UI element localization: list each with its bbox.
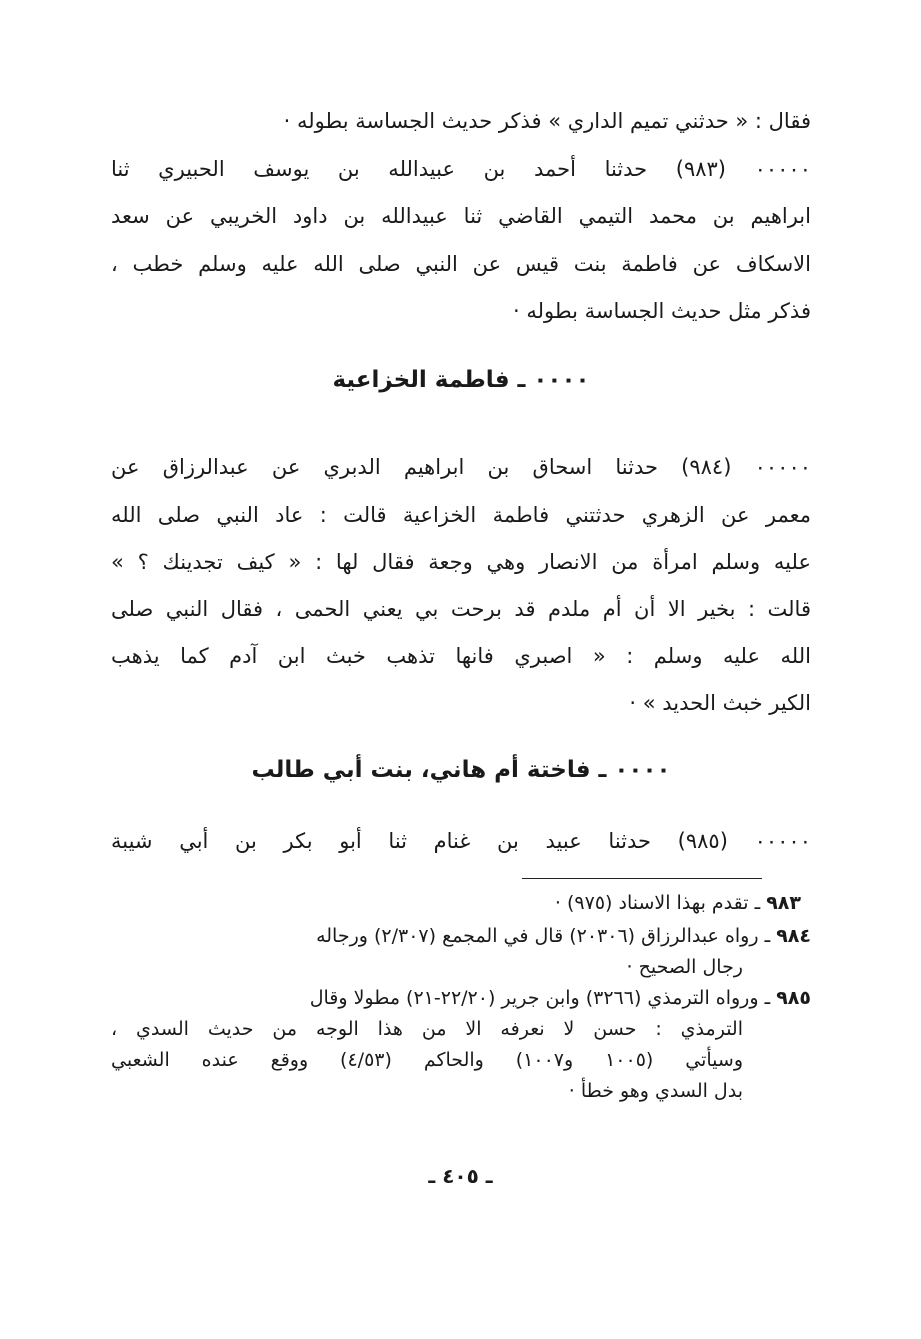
footnote-number: ٩٨٣ [766,892,801,914]
section-heading: ٠٠٠٠ ـ فاختة أم هاني، بنت أبي طالب [251,757,671,783]
footnote-number: ٩٨٥ [776,987,811,1009]
text-line: عليه وسلم امرأة من الانصار وهي وجعة فقال لها : « كيف تجدينك ؟ » [111,550,811,574]
text-line: فذكر مثل حديث الجساسة بطوله · [512,299,811,323]
text-line: الكير خبث الحديد » · [629,691,811,715]
text-line: ٠٠٠٠٠ (٩٨٥) حدثنا عبيد بن غنام ثنا أبو بكر بن أبي شيبة [111,829,811,853]
footnote-separator [522,878,762,879]
footnote [111,985,811,1012]
text-line: الاسكاف عن فاطمة بنت قيس عن النبي صلى الله عليه وسلم خطب ، [111,252,811,276]
footnote [111,890,801,917]
footnote-dash: ـ [754,892,761,914]
text-line: معمر عن الزهري حدثتني فاطمة الخزاعية قالت : عاد النبي صلى الله [111,503,811,527]
footnote-text: ورواه الترمذي (٣٢٦٦) وابن جرير (٢٢/٢٠-٢١) مطولا وقال [309,987,759,1009]
footnote-continuation: الترمذي : حسن لا نعرفه الا من هذا الوجه من حديث السدي ، [111,1018,743,1040]
footnote-text: رواه عبدالرزاق (٢٠٣٠٦) قال في المجمع (٢/٣٠٧) ورجاله [316,925,759,947]
section-heading: ٠٠٠٠ ـ فاطمة الخزاعية [332,367,590,393]
footnote-continuation: بدل السدي وهو خطأ · [568,1080,743,1102]
footnote-continuation: وسيأتي (١٠٠٥ و١٠٠٧) والحاكم (٤/٥٣) ووقع عنده الشعبي [111,1049,743,1071]
text-line: ابراهيم بن محمد التيمي القاضي ثنا عبيدالله بن داود الخريبي عن سعد [111,204,811,228]
text-line: ٠٠٠٠٠ (٩٨٣) حدثنا أحمد بن عبيدالله بن يوسف الحبيري ثنا [111,157,811,181]
footnote-number: ٩٨٤ [776,925,811,947]
footnote [111,923,811,950]
footnote-dash: ـ [764,925,771,947]
footnote-text: تقدم بهذا الاسناد (٩٧٥) · [554,892,749,914]
text-line: فقال : « حدثني تميم الداري » فذكر حديث الجساسة بطوله · [283,109,811,133]
footnote-continuation: رجال الصحيح · [626,956,743,978]
page-number: ـ ٤٠٥ ـ [428,1164,493,1188]
text-line: الله عليه وسلم : « اصبري فانها تذهب خبث ابن آدم كما يذهب [111,644,811,668]
text-line: ٠٠٠٠٠ (٩٨٤) حدثنا اسحاق بن ابراهيم الدبري عن عبدالرزاق عن [111,455,812,479]
text-line: قالت : بخير الا أن أم ملدم قد برحت بي يعني الحمى ، فقال النبي صلى [111,597,811,621]
footnote-dash: ـ [764,987,771,1009]
